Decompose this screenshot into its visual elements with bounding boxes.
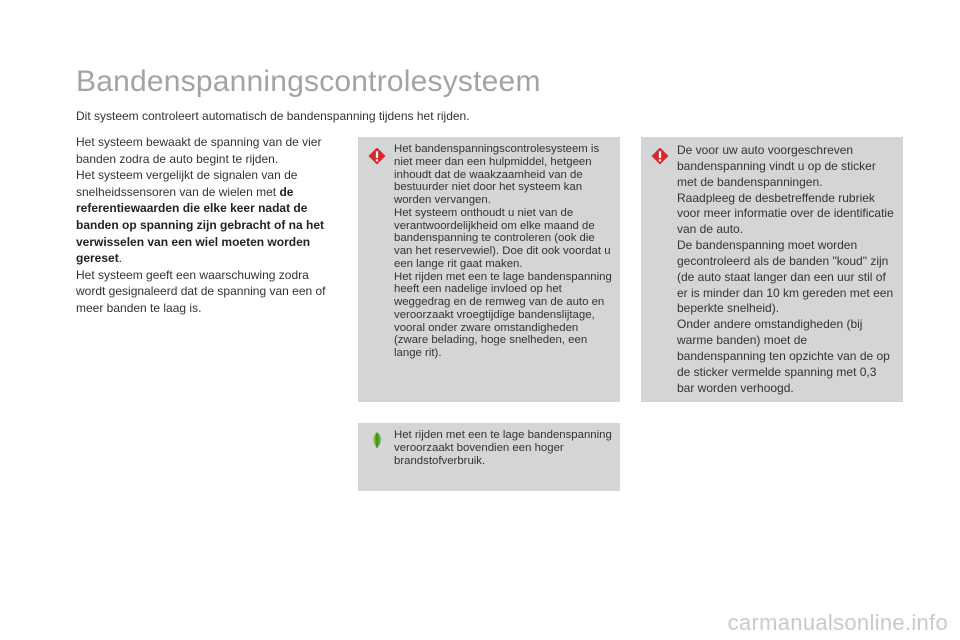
warning-box-monitoring-text	[394, 143, 614, 360]
eco-box-paragraph-1: Het rijden met een te lage bandenspanning veroorzaakt bovendien een hoger brandstofverbruik.	[394, 429, 612, 467]
warning-box-tyre-pressure-paragraph-4: Onder andere omstandigheden (bij warme banden) moet de bandenspanning ten opzichte van de op de sticker vermelde spanning met 0,3 bar worden verhoogd.	[677, 317, 890, 395]
warning-box-monitoring-paragraph-2: Het systeem onthoudt u niet van de verantwoordelijkheid om elke maand de bandenspanning te controleren (ook die van het reservewiel). Doe dit ook voordat u een lange rit gaat maken.	[394, 206, 611, 270]
warning-box-monitoring-paragraph-1: Het bandenspanningscontrolesysteem is niet meer dan een hulpmiddel, hetgeen inhoudt dat de waakzaamheid van de bestuurder niet door het systeem kan worden vervangen.	[394, 143, 600, 206]
intro-paragraph-3: Het systeem geeft een waarschuwing zodra wordt gesignaleerd dat de spanning van een of meer banden te laag is.	[76, 267, 326, 315]
intro-paragraph-1: Het systeem bewaakt de spanning van de vier banden zodra de auto begint te rijden.	[76, 135, 322, 166]
eco-leaf-icon	[368, 431, 386, 449]
warning-icon	[651, 148, 669, 166]
intro-paragraph-2-bold: de referentiewaarden die elke keer nadat de banden op spanning zijn gebracht of na het verwisselen van een wiel moeten worden gereset	[76, 184, 325, 266]
eco-box-text	[394, 429, 614, 467]
warning-box-tyre-pressure-paragraph-2: Raadpleeg de desbetreffende rubriek voor meer informatie over de identificatie van de auto.	[677, 190, 894, 237]
warning-box-monitoring	[358, 137, 620, 402]
intro-paragraph-2-start: Het systeem vergelijkt de signalen van de snelheidssensoren van de wielen met	[76, 168, 298, 199]
warning-icon	[368, 148, 386, 166]
page-title: Bandenspanningscontrolesysteem	[76, 65, 541, 98]
warning-box-tyre-pressure-text	[677, 143, 897, 397]
page-subtitle: Dit systeem controleert automatisch de bandenspanning tijdens het rijden.	[76, 109, 470, 123]
warning-box-tyre-pressure-paragraph-3: De bandenspanning moet worden gecontroleerd als de banden "koud" zijn (de auto staat langer dan een uur stil of er is minder dan 10 km gereden met een beperkte snelheid).	[677, 238, 894, 316]
warning-box-tyre-pressure	[641, 137, 903, 402]
intro-text	[76, 134, 338, 317]
intro-paragraph-2-end: .	[118, 251, 123, 266]
warning-box-tyre-pressure-paragraph-1: De voor uw auto voorgeschreven bandenspanning vindt u op de sticker met de bandenspanningen.	[677, 143, 876, 189]
warning-box-monitoring-paragraph-3: Het rijden met een te lage bandenspanning heeft een nadelige invloed op het weggedrag en de remweg van de auto en veroorzaakt vroegtijdige bandenslijtage, vooral onder zware omstandigheden (zware belading, hoge snelheden, een lange rit).	[394, 270, 612, 359]
watermark: carmanualsonline.info	[727, 610, 948, 635]
intro-paragraph-2	[76, 167, 338, 267]
eco-box-fuel-consumption	[358, 423, 620, 491]
